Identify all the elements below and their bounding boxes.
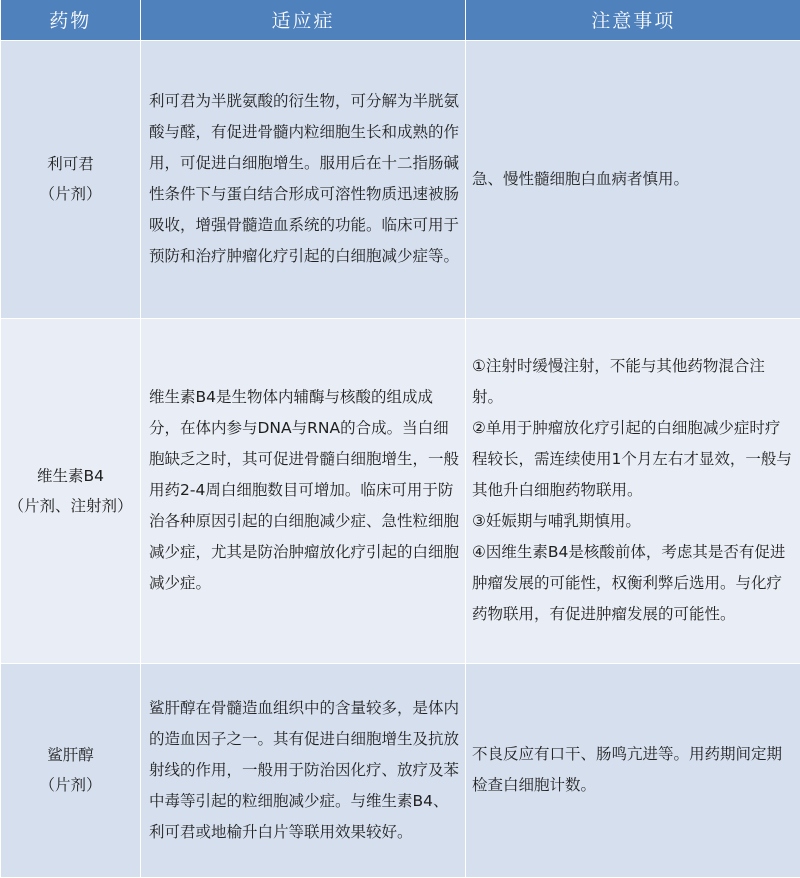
indication-cell: 维生素B4是生物体内辅酶与核酸的组成成分，在体内参与DNA与RNA的合成。当白细胞缺乏之时，其可促进骨髓白细胞增生，一般用药2-4周白细胞数目可增加。临床可用于防治各种原因引起的白细胞减少症、急性粒细胞减少症，尤其是防治肿瘤放化疗引起的白细胞减少症。 xyxy=(141,318,466,663)
indication-cell: 鲨肝醇在骨髓造血组织中的含量较多，是体内的造血因子之一。其有促进白细胞增生及抗放射线的作用，一般用于防治因化疗、放疗及苯中毒等引起的粒细胞减少症。与维生素B4、利可君或地榆升白片等联用效果较好。 xyxy=(141,663,466,877)
header-notes: 注意事项 xyxy=(466,0,800,40)
note-item: 不良反应有口干、肠鸣亢进等。用药期间定期检查白细胞计数。 xyxy=(472,739,794,801)
drug-form: （片剂） xyxy=(3,179,138,209)
notes-cell xyxy=(466,663,800,877)
drug-cell xyxy=(1,663,141,877)
drug-name: 鲨肝醇 xyxy=(3,740,138,770)
notes-cell xyxy=(466,318,800,663)
notes-cell xyxy=(466,40,800,318)
drug-name: 维生素B4 xyxy=(3,461,138,491)
drug-cell xyxy=(1,318,141,663)
header-indication: 适应症 xyxy=(141,0,466,40)
note-item: ③妊娠期与哺乳期慎用。 xyxy=(472,506,794,537)
drug-form: （片剂、注射剂） xyxy=(3,491,138,521)
header-drug: 药物 xyxy=(1,0,141,40)
note-item: ①注射时缓慢注射，不能与其他药物混合注射。 xyxy=(472,351,794,413)
table-row xyxy=(1,318,800,663)
drug-name: 利可君 xyxy=(3,149,138,179)
table-header xyxy=(1,0,800,40)
drug-form: （片剂） xyxy=(3,770,138,800)
table-row xyxy=(1,40,800,318)
note-item: ②单用于肿瘤放化疗引起的白细胞减少症时疗程较长，需连续使用1个月左右才显效，一般与其他升白细胞药物联用。 xyxy=(472,413,794,506)
table-row xyxy=(1,663,800,877)
indication-cell: 利可君为半胱氨酸的衍生物，可分解为半胱氨酸与醛，有促进骨髓内粒细胞生长和成熟的作用，可促进白细胞增生。服用后在十二指肠碱性条件下与蛋白结合形成可溶性物质迅速被肠吸收，增强骨髓造血系统的功能。临床可用于预防和治疗肿瘤化疗引起的白细胞减少症等。 xyxy=(141,40,466,318)
table-body xyxy=(1,40,800,877)
header-row xyxy=(1,0,800,40)
drug-cell xyxy=(1,40,141,318)
note-item: ④因维生素B4是核酸前体，考虑其是否有促进肿瘤发展的可能性，权衡利弊后选用。与化疗药物联用，有促进肿瘤发展的可能性。 xyxy=(472,537,794,630)
note-item: 急、慢性髓细胞白血病者慎用。 xyxy=(472,164,794,195)
